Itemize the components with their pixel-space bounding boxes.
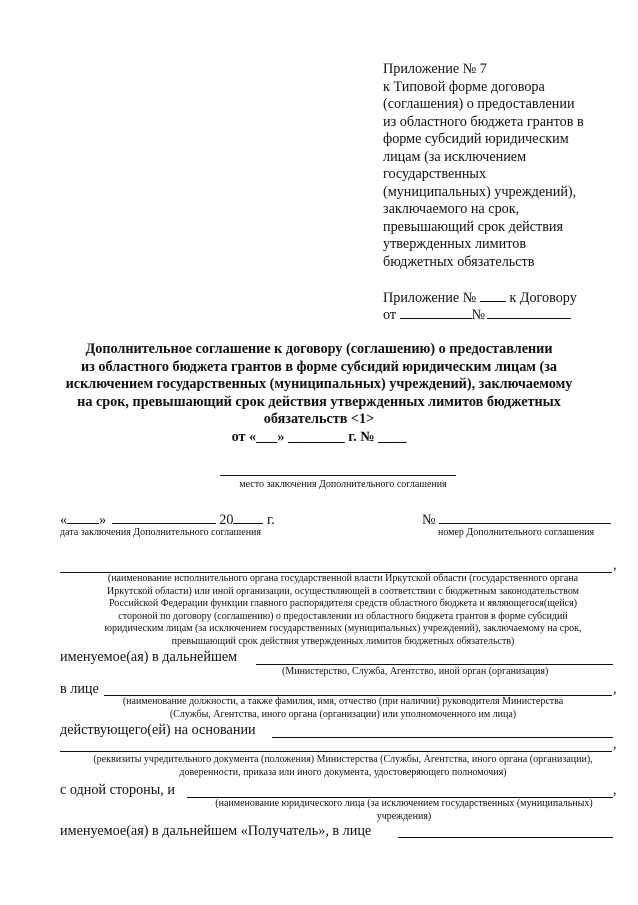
caption-line: Российской Федерации функции главного распорядителя средств областного бюджета и являющегося(щейся) (108, 598, 578, 609)
appendix-line: (соглашения) о предоставлении (383, 96, 575, 112)
title-line: исключением государственных (муниципальных) учреждений), заключаемому (65, 376, 573, 392)
number-sign: № (422, 512, 436, 528)
person-caption-line: (наименование должности, а также фамилия, имя, отчество (при наличии) руководителя Министерства (122, 696, 564, 707)
caption-line: юридическим лицам (за исключением государственных (муниципальных) учреждений), заключаемому на срок, (104, 623, 582, 634)
caption-line: превышающий срок действия утвержденных лимитов бюджетных обязательств) (171, 635, 515, 647)
year-suffix: г. (267, 512, 275, 528)
recipient-caption-line: (наименование юридического лица (за исключением государственных (муниципальных) (215, 798, 593, 809)
appendix-line: лицам (за исключением (383, 148, 527, 165)
appendix-number-blank[interactable] (480, 288, 506, 302)
appendix-line: (муниципальных) учреждений), (383, 183, 577, 200)
one-side-label: с одной стороны, и (60, 782, 175, 798)
place-caption: место заключения Дополнительного соглашения (239, 479, 447, 490)
month-blank[interactable] (112, 510, 216, 524)
basis-blank-line[interactable] (60, 751, 612, 752)
person-caption-line: (Службы, Агентства, иного органа (организации) или уполномоченного им лица) (169, 708, 517, 720)
number-caption: номер Дополнительного соглашения (438, 527, 595, 538)
appendix-line: превышающий срок действия (383, 218, 564, 235)
appendix-line: к Типовой форме договора (383, 78, 545, 95)
close-quote: » (99, 512, 107, 528)
caption-line: (наименование исполнительного органа государственной власти Иркутской области (государственного органа (107, 573, 579, 584)
acting-blank-line[interactable] (272, 737, 613, 738)
recipient-person-blank-line[interactable] (398, 837, 613, 838)
title-line: Дополнительное соглашение к договору (соглашению) о предоставлении (85, 341, 553, 357)
appendix-line: утвержденных лимитов (383, 236, 527, 252)
contract-number-blank[interactable] (487, 305, 571, 319)
from-label: от (383, 307, 397, 323)
year-prefix: 20 (219, 512, 234, 528)
hereinafter-caption: (Министерство, Служба, Агентство, иной орган (организация) (282, 666, 549, 677)
appendix-line: форме субсидий юридическим (383, 131, 569, 147)
appendix-line: бюджетных обязательств (383, 253, 535, 270)
person-label: в лице (60, 681, 99, 697)
title-date-line: от «___» ________ г. № ____ (231, 428, 407, 445)
comma: , (613, 782, 617, 798)
day-blank[interactable] (67, 510, 99, 524)
appendix-line: государственных (383, 166, 487, 182)
title-line: на срок, превышающий срок действия утвержденных лимитов бюджетных (77, 393, 561, 410)
comma: , (613, 681, 617, 697)
contract-date-blank[interactable] (400, 305, 472, 319)
acting-label: действующего(ей) на основании (60, 722, 256, 738)
basis-caption-line: (реквизиты учредительного документа (положения) Министерства (Службы, Агентства, иного органа (организации), (93, 754, 593, 765)
basis-caption-line: доверенности, приказа или иного документа, удостоверяющего полномочия) (179, 766, 507, 778)
title-line: из областного бюджета грантов в форме субсидий юридическим лицам (за (80, 358, 558, 375)
comma: , (613, 736, 617, 752)
contract-appendix-label: Приложение № (383, 290, 477, 306)
caption-line: Иркутской области) или иной организации, осуществляющей в соответствии с бюджетным законодательством (107, 585, 579, 597)
year-blank[interactable] (233, 510, 263, 524)
appendix-line: из областного бюджета грантов в (383, 113, 584, 130)
number-sign: № (471, 307, 486, 323)
comma: , (613, 557, 617, 573)
recipient-label: именуемое(ая) в дальнейшем «Получатель», в лице (60, 823, 372, 839)
recipient-caption-line: учреждения) (376, 810, 432, 822)
agreement-number-blank[interactable] (439, 510, 611, 524)
open-quote: « (60, 512, 68, 528)
appendix-line: Приложение № 7 (383, 61, 487, 77)
place-blank-line[interactable] (220, 475, 456, 476)
appendix-line: заключаемого на срок, (383, 201, 520, 217)
title-line: обязательств <1> (263, 411, 375, 427)
contract-label: к Договору (509, 290, 577, 306)
contract-date-line (383, 305, 571, 324)
date-caption: дата заключения Дополнительного соглашения (60, 527, 261, 538)
hereinafter-label: именуемое(ая) в дальнейшем (60, 649, 238, 665)
hereinafter-blank-line[interactable] (256, 664, 613, 665)
caption-line: стороной по договору (соглашению) о предоставлении из областного бюджета грантов в форме субсидий (118, 610, 568, 622)
